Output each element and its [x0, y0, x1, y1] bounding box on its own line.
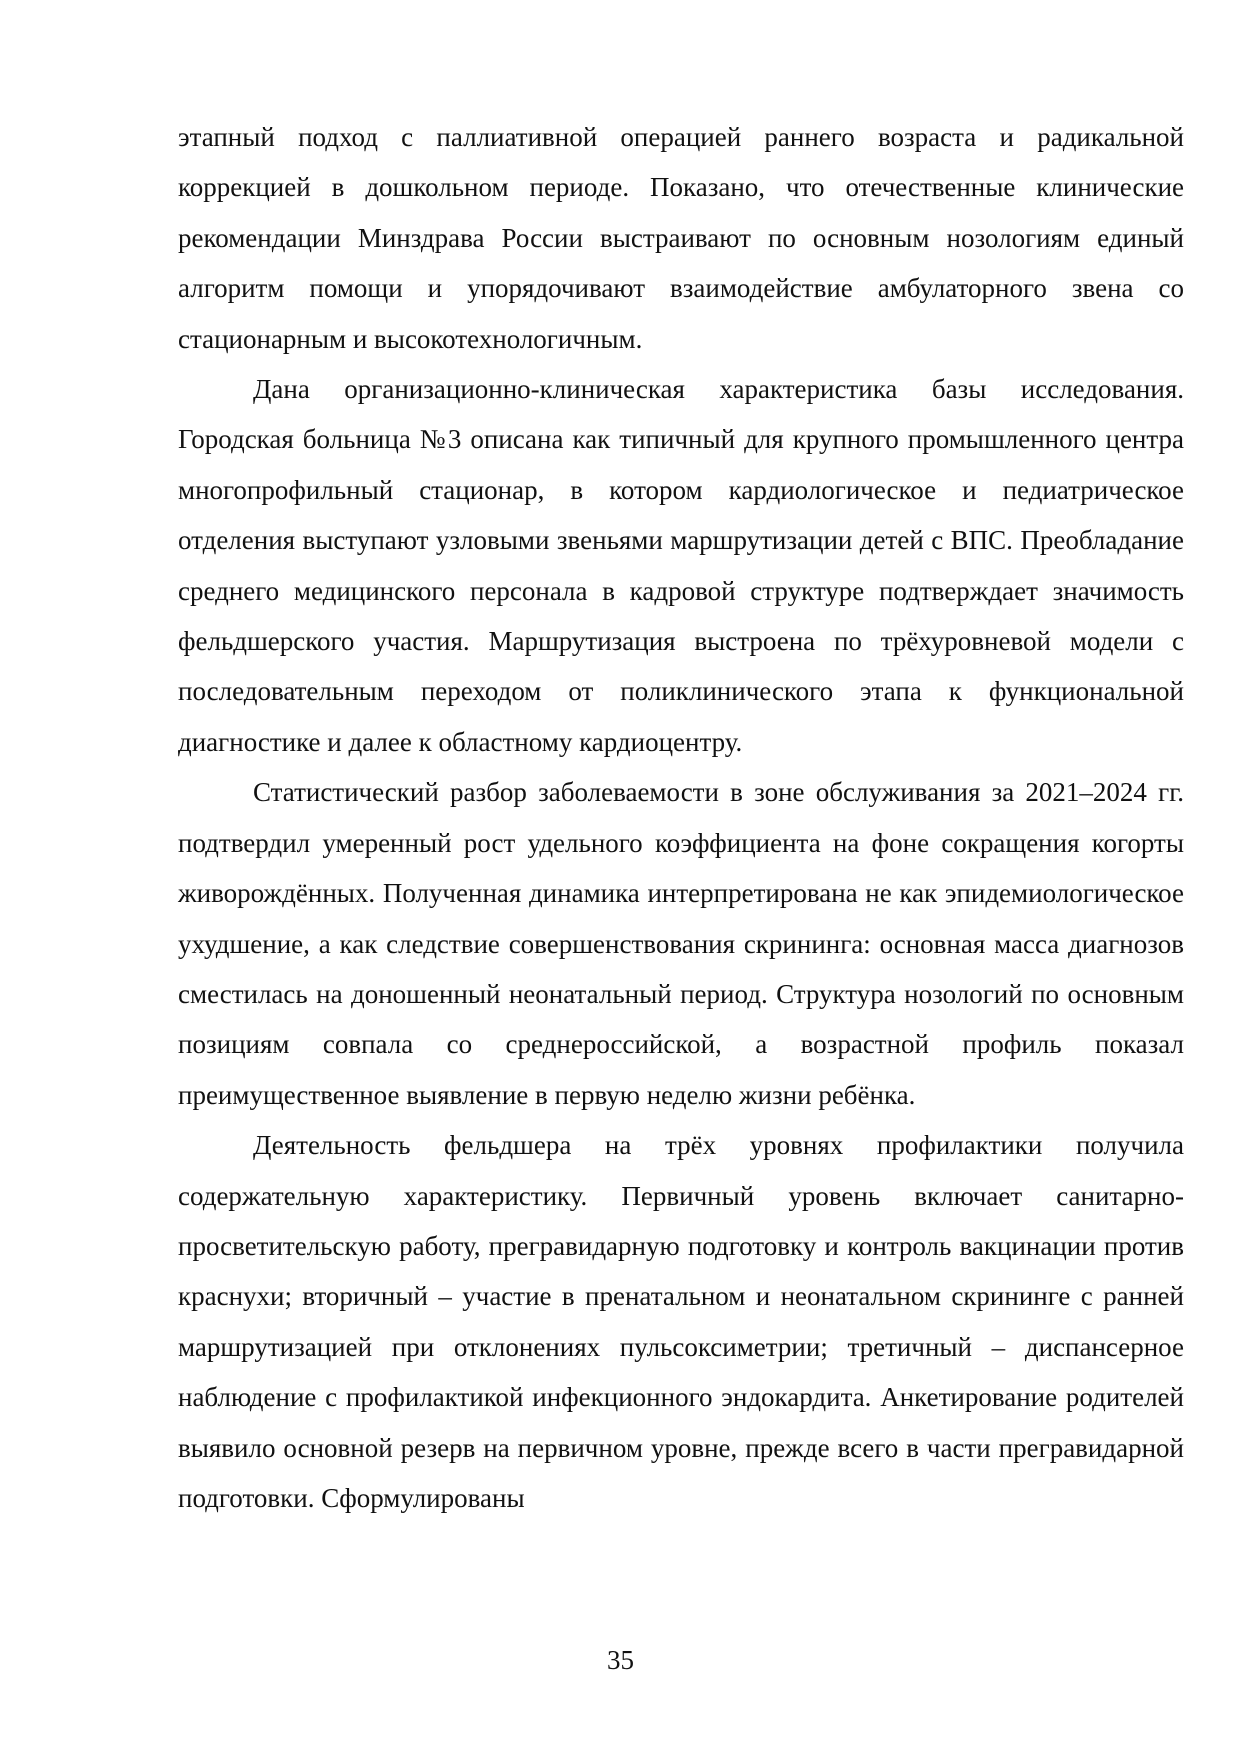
paragraph-continuation: этапный подход с паллиативной операцией раннего возраста и радикальной коррекцией в дошкольном периоде. Показано, что отечественные клинические рекомендации Минздрава России выстраивают по основным нозологиям единый алгоритм помощи и упорядочивают взаимодействие амбулаторного звена со стационарным и высокотехнологичным. — [178, 122, 1184, 354]
paragraph-research-base: Дана организационно-клиническая характеристика базы исследования. Городская больница №3 описана как типичный для крупного промышленного центра многопрофильный стационар, в котором кардиологическое и педиатрическое отделения выступают узловыми звеньями маршрутизации детей с ВПС. Преобладание среднего медицинского персонала в кадровой структуре подтверждает значимость фельдшерского участия. Маршрутизация выстроена по трёхуровневой модели с последовательным переходом от поликлинического этапа к функциональной диагностике и далее к областному кардиоцентру. — [178, 374, 1184, 757]
page-body — [178, 112, 1184, 1523]
page-number: 35 — [607, 1645, 634, 1675]
paragraph-statistics: Статистический разбор заболеваемости в зоне обслуживания за 2021–2024 гг. подтвердил умеренный рост удельного коэффициента на фоне сокращения когорты живорождённых. Полученная динамика интерпретирована не как эпидемиологическое ухудшение, а как следствие совершенствования скрининга: основная масса диагнозов сместилась на доношенный неонатальный период. Структура нозологий по основным позициям совпала со среднероссийской, а возрастной профиль показал преимущественное выявление в первую неделю жизни ребёнка. — [178, 777, 1184, 1110]
paragraph-prevention-levels: Деятельность фельдшера на трёх уровнях профилактики получила содержательную характеристику. Первичный уровень включает санитарно-просветительскую работу, прегравидарную подготовку и контроль вакцинации против краснухи; вторичный – участие в пренатальном и неонатальном скрининге с ранней маршрутизацией при отклонениях пульсоксиметрии; третичный – диспансерное наблюдение с профилактикой инфекционного эндокардита. Анкетирование родителей выявило основной резерв на первичном уровне, прежде всего в части прегравидарной подготовки. Сформулированы — [178, 1130, 1184, 1513]
